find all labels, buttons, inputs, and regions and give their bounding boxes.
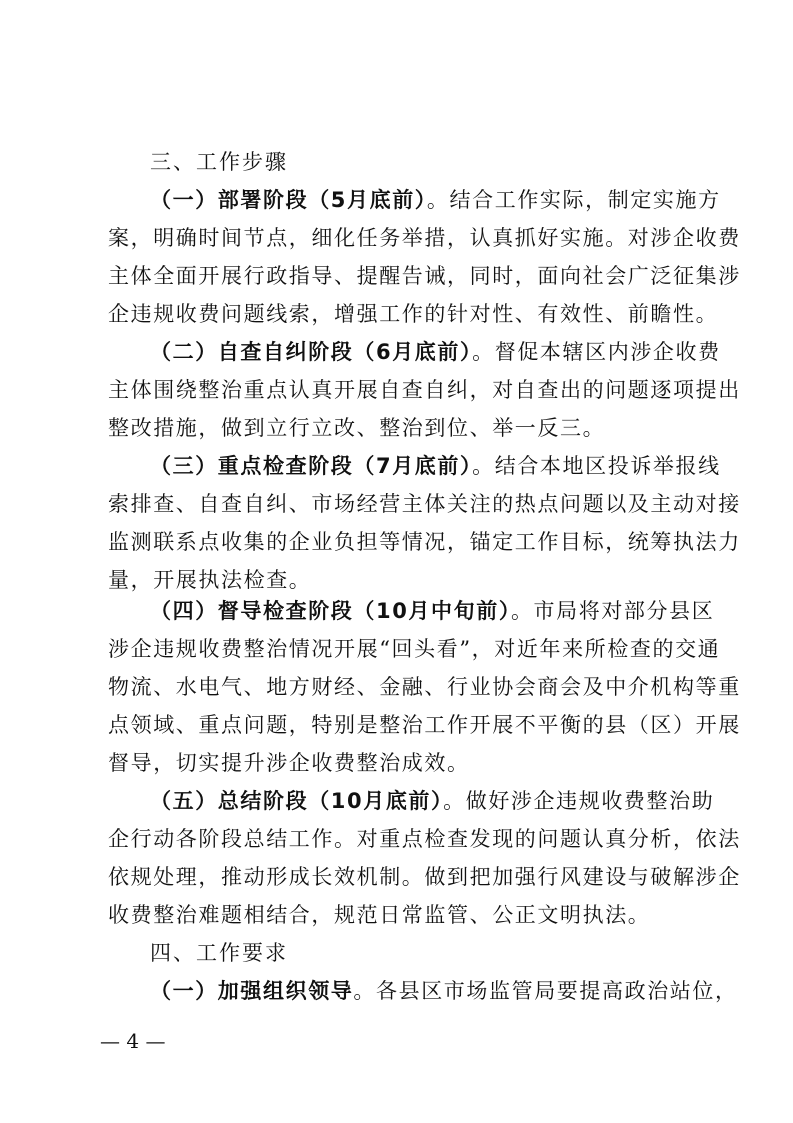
paragraph-leadership-title: （一）加强组织领导 [150, 979, 354, 1003]
paragraph-keycheck-line-3: 监测联系点收集的企业负担等情况，锚定工作目标，统筹执法力 [108, 530, 741, 554]
paragraph-deploy-title: （一）部署阶段（5月底前） [150, 188, 427, 212]
paragraph-summary-title: （五）总结阶段（10月底前） [150, 789, 444, 813]
paragraph-keycheck-line-4: 量，开展执法检查。 [108, 568, 312, 592]
paragraph-selfcheck-line-3: 整改措施，做到立行立改、整治到位、举一反三。 [108, 416, 606, 440]
paragraph-summary-line-3: 依规处理，推动形成长效机制。做到把加强行风建设与破解涉企 [108, 865, 741, 889]
paragraph-supervise-title: （四）督导检查阶段（10月中旬前） [150, 599, 511, 623]
paragraph-supervise-line-4: 点领域、重点问题，特别是整治工作开展不平衡的县（区）开展 [108, 713, 741, 737]
paragraph-summary-line-4: 收费整治难题相结合，规范日常监管、公正文明执法。 [108, 903, 651, 927]
paragraph-supervise-text: 。市局将对部分县区 [510, 599, 715, 623]
paragraph-supervise-line-2: 涉企违规收费整治情况开展“回头看”，对近年来所检查的交通 [108, 637, 721, 661]
paragraph-keycheck-line-2: 索排查、自查自纠、市场经营主体关注的热点问题以及主动对接 [108, 492, 741, 516]
paragraph-keycheck-line-1 [150, 447, 721, 485]
paragraph-selfcheck-line-2: 主体围绕整治重点认真开展自查自纠，对自查出的问题逐项提出 [108, 378, 741, 402]
paragraph-summary-line-2: 企行动各阶段总结工作。对重点检查发现的问题认真分析，依法 [108, 827, 741, 851]
paragraph-selfcheck-text: 。督促本辖区内涉企收费 [472, 340, 721, 364]
paragraph-supervise-line-1 [150, 592, 715, 630]
paragraph-supervise-line-5: 督导，切实提升涉企收费整治成效。 [108, 751, 470, 775]
paragraph-deploy-line-1 [150, 181, 721, 219]
page-number: — 4 — [100, 1029, 166, 1053]
paragraph-deploy-line-4: 企违规收费问题线索，增强工作的针对性、有效性、前瞻性。 [108, 302, 719, 326]
section-heading-requirements: 四、工作要求 [150, 941, 288, 965]
paragraph-selfcheck-title: （二）自查自纠阶段（6月底前） [150, 340, 473, 364]
paragraph-leadership-line-1 [150, 972, 738, 1010]
paragraph-deploy-line-2: 案，明确时间节点，细化任务举措，认真抓好实施。对涉企收费 [108, 226, 741, 250]
section-heading-steps: 三、工作步骤 [150, 150, 288, 174]
paragraph-keycheck-text: 。结合本地区投诉举报线 [472, 454, 721, 478]
paragraph-selfcheck-line-1 [150, 333, 721, 371]
paragraph-deploy-line-3: 主体全面开展行政指导、提醒告诫，同时，面向社会广泛征集涉 [108, 264, 741, 288]
paragraph-summary-line-1 [150, 782, 715, 820]
paragraph-keycheck-title: （三）重点检查阶段（7月底前） [150, 454, 473, 478]
paragraph-deploy-text: 。结合工作实际，制定实施方 [426, 188, 721, 212]
paragraph-supervise-line-3: 物流、水电气、地方财经、金融、行业协会商会及中介机构等重 [108, 675, 741, 699]
paragraph-leadership-text: 。各县区市场监管局要提高政治站位， [353, 979, 738, 1003]
paragraph-summary-text: 。做好涉企违规收费整治助 [443, 789, 715, 813]
